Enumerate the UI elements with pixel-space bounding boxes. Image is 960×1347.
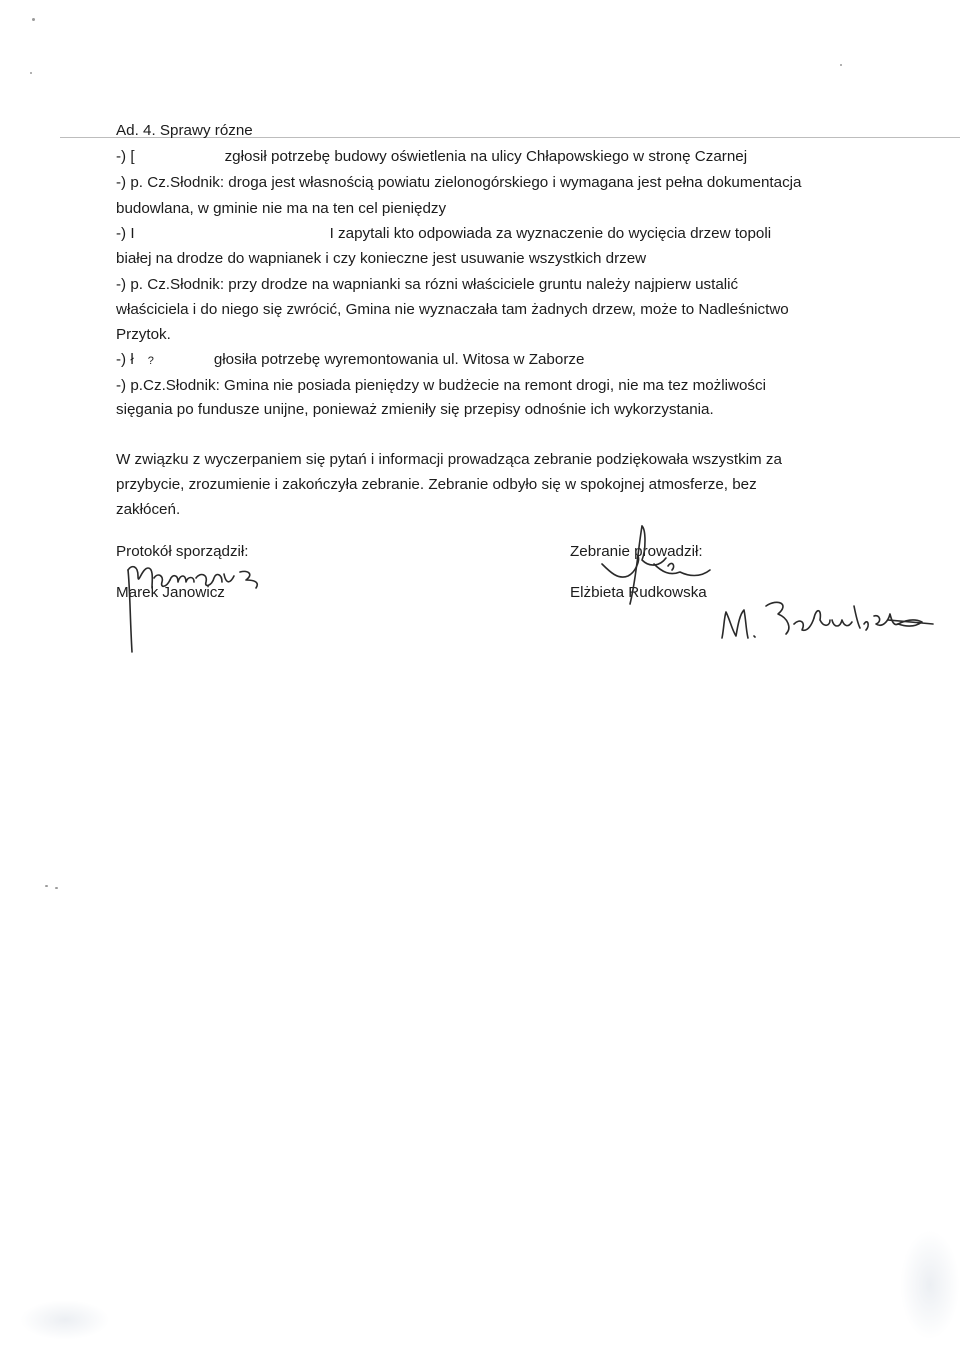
paragraph-line: Przytok. bbox=[116, 326, 171, 343]
line-text: zapytali kto odpowiada za wyznaczenie do wycięcia drzew topoli bbox=[338, 225, 772, 242]
paragraph-line bbox=[116, 350, 584, 371]
scan-speck bbox=[840, 64, 842, 66]
scan-speck bbox=[32, 18, 35, 21]
closing-line: W związku z wyczerpaniem się pytań i informacji prowadząca zebranie podziękowała wszystkim za bbox=[116, 451, 782, 468]
paragraph-line: białej na drodze do wapnianek i czy konieczne jest usuwanie wszystkich drzew bbox=[116, 250, 647, 267]
redaction-remnant: I bbox=[130, 225, 135, 242]
scan-speck bbox=[45, 885, 48, 887]
protocol-author-label: Protokół sporządził: bbox=[116, 543, 249, 560]
handwritten-signature-right bbox=[580, 520, 730, 610]
redaction-remnant: [ bbox=[130, 148, 135, 165]
redaction-remnant: ? bbox=[147, 355, 154, 367]
handwritten-signature-left bbox=[108, 548, 288, 658]
scan-smudge bbox=[20, 1300, 110, 1340]
meeting-chair-label: Zebranie prowadził: bbox=[570, 543, 703, 560]
line-prefix: -) bbox=[116, 351, 131, 368]
paragraph-line: -) p.Cz.Słodnik: Gmina nie posiada pieniędzy w budżecie na remont drogi, nie ma tez możliwości bbox=[116, 377, 766, 394]
line-prefix: -) bbox=[116, 148, 131, 165]
paragraph-line: właściciela i do niego się zwrócić, Gmina nie wyznaczała tam żadnych drzew, może to Nadleśnictwo bbox=[116, 301, 789, 318]
line-text: zgłosił potrzebę budowy oświetlenia na ulicy Chłapowskiego w stronę Czarnej bbox=[224, 148, 748, 165]
handwritten-signature-extra bbox=[718, 588, 938, 648]
paragraph-line: sięgania po fundusze unijne, ponieważ zmieniły się przepisy odnośnie ich wykorzystania. bbox=[116, 401, 714, 418]
meeting-chair-name: Elżbieta Rudkowska bbox=[570, 584, 707, 601]
line-prefix: -) bbox=[116, 225, 131, 242]
paragraph-line: -) p. Cz.Słodnik: przy drodze na wapnianki sa rózni właściciele gruntu należy najpierw ustalić bbox=[116, 276, 739, 293]
paragraph-line: budowlana, w gminie nie ma na ten cel pieniędzy bbox=[116, 200, 447, 217]
closing-line: przybycie, zrozumienie i zakończyła zebranie. Zebranie odbyło się w spokojnej atmosferze, bez bbox=[116, 476, 757, 493]
scan-speck bbox=[55, 887, 58, 889]
redaction-remnant: I bbox=[329, 225, 334, 242]
scan-speck bbox=[30, 72, 32, 74]
section-heading: Ad. 4. Sprawy rózne bbox=[116, 122, 253, 139]
protocol-author-name: Marek Janowicz bbox=[116, 584, 225, 601]
line-text: głosiła potrzebę wyremontowania ul. Witosa w Zaborze bbox=[213, 351, 585, 368]
paragraph-line bbox=[116, 224, 771, 244]
paragraph-line: -) p. Cz.Słodnik: droga jest własnością powiatu zielonogórskiego i wymagana jest pełna dokumentacja bbox=[116, 174, 802, 191]
closing-line: zakłóceń. bbox=[116, 501, 181, 518]
scan-smudge bbox=[900, 1230, 960, 1340]
redaction-remnant: ł bbox=[130, 351, 134, 368]
paragraph-line bbox=[116, 147, 747, 167]
